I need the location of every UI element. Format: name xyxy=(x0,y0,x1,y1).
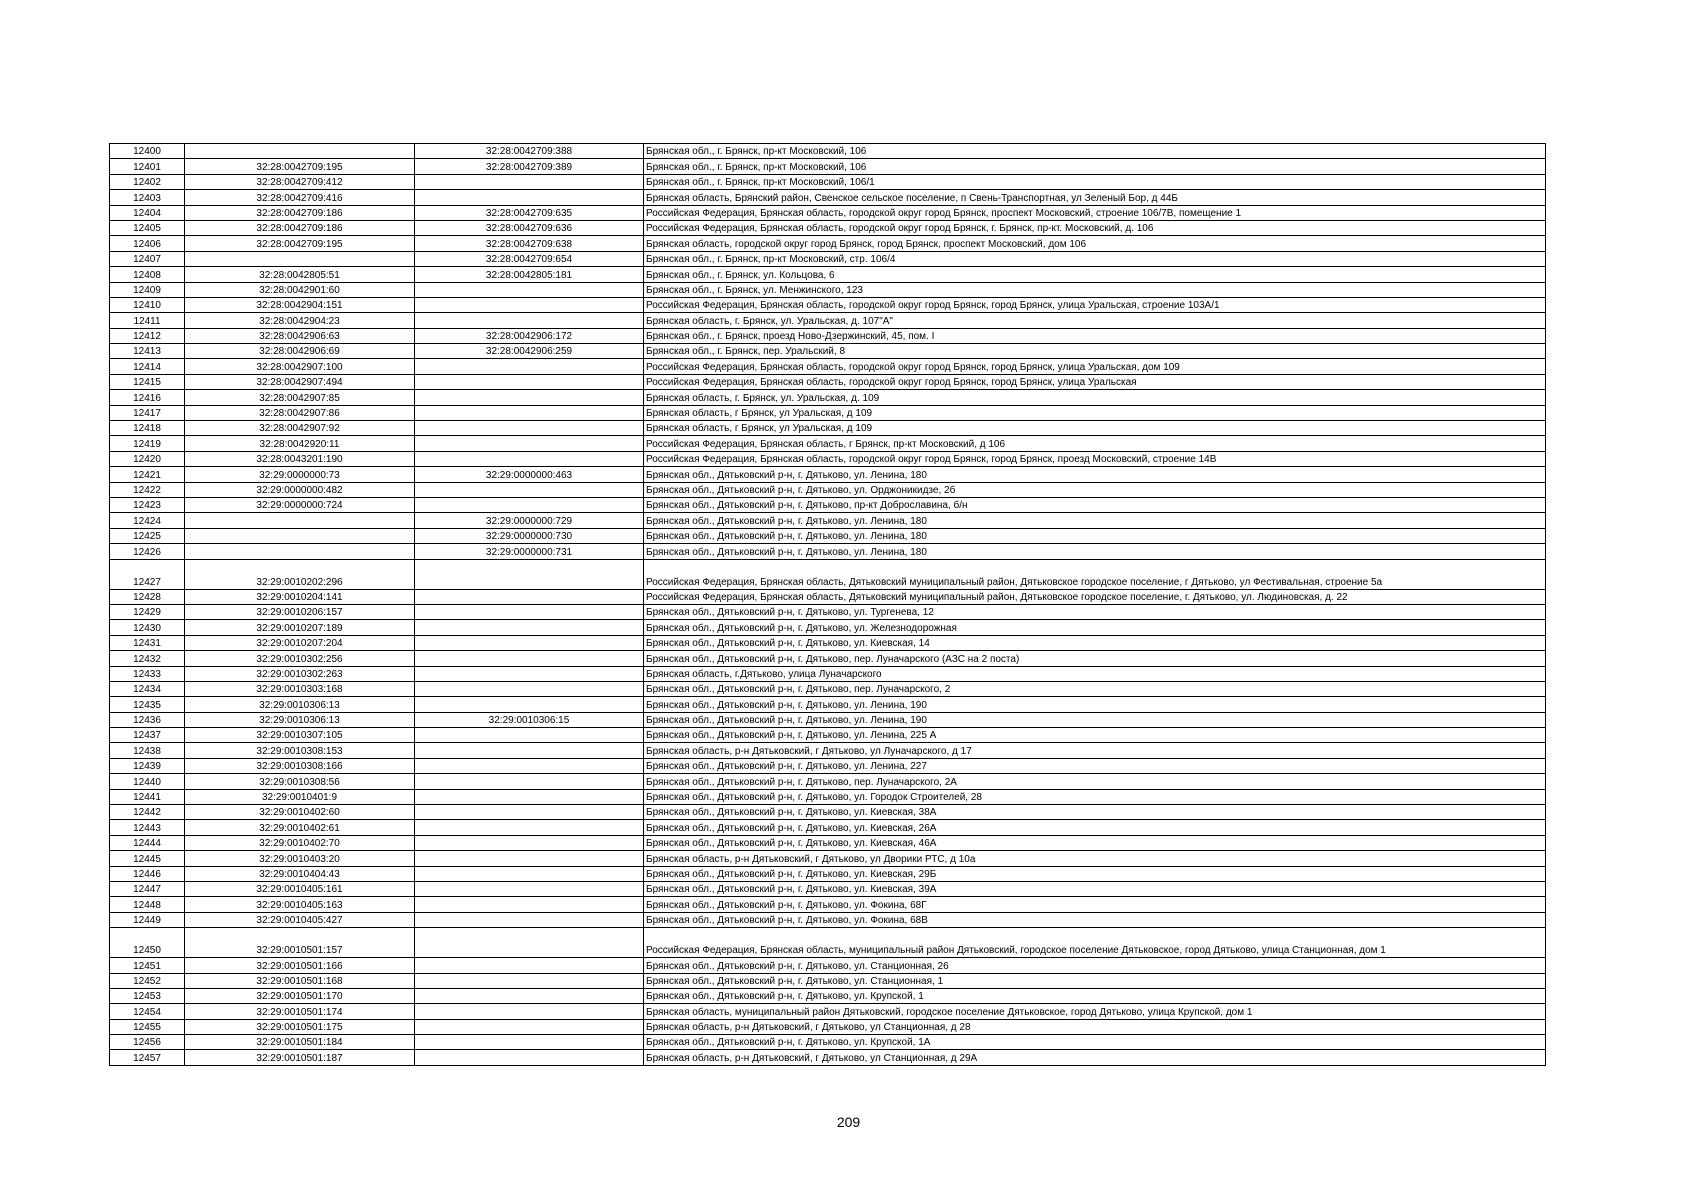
row-number-cell: 12408 xyxy=(110,267,185,282)
address-cell: Брянская обл., г. Брянск, пр-кт Московский, 106 xyxy=(644,144,1546,159)
object-cadastral-number-cell xyxy=(415,297,644,312)
table-row xyxy=(110,267,1546,282)
address-cell: Брянская обл., Дятьковский р-н, г. Дятьково, пер. Луначарского (АЗС на 2 поста) xyxy=(644,651,1546,666)
table-row xyxy=(110,328,1546,343)
object-cadastral-number-cell xyxy=(415,589,644,604)
address-cell: Брянская обл., Дятьковский р-н, г. Дятьково, ул. Ленина, 180 xyxy=(644,544,1546,559)
address-cell: Брянская область, р-н Дятьковский, г Дятьково, ул Луначарского, д 17 xyxy=(644,743,1546,758)
cadastral-number-cell: 32:29:0010202:296 xyxy=(185,559,415,589)
object-cadastral-number-cell xyxy=(415,988,644,1003)
object-cadastral-number-cell xyxy=(415,743,644,758)
cadastral-number-cell: 32:29:0010501:174 xyxy=(185,1004,415,1019)
row-number-cell: 12429 xyxy=(110,604,185,619)
object-cadastral-number-cell xyxy=(415,973,644,988)
address-cell: Брянская обл., Дятьковский р-н, г. Дятьково, ул. Ленина, 190 xyxy=(644,697,1546,712)
address-cell: Брянская область, муниципальный район Дятьковский, городское поселение Дятьковское, город Дятьково, улица Крупской, дом 1 xyxy=(644,1004,1546,1019)
row-number-cell: 12450 xyxy=(110,928,185,958)
object-cadastral-number-cell xyxy=(415,190,644,205)
cadastral-number-cell: 32:28:0042904:151 xyxy=(185,297,415,312)
row-number-cell: 12412 xyxy=(110,328,185,343)
table-row xyxy=(110,681,1546,696)
object-cadastral-number-cell: 32:28:0042805:181 xyxy=(415,267,644,282)
row-number-cell: 12441 xyxy=(110,789,185,804)
table-row xyxy=(110,728,1546,743)
cadastral-number-cell: 32:28:0042907:86 xyxy=(185,405,415,420)
table-row xyxy=(110,851,1546,866)
cadastral-number-cell: 32:28:0042805:51 xyxy=(185,267,415,282)
row-number-cell: 12456 xyxy=(110,1035,185,1050)
address-cell: Брянская обл., Дятьковский р-н, г. Дятьково, ул. Крупской, 1А xyxy=(644,1035,1546,1050)
object-cadastral-number-cell: 32:29:0010306:15 xyxy=(415,712,644,727)
row-number-cell: 12428 xyxy=(110,589,185,604)
object-cadastral-number-cell xyxy=(415,666,644,681)
row-number-cell: 12433 xyxy=(110,666,185,681)
row-number-cell: 12436 xyxy=(110,712,185,727)
object-cadastral-number-cell xyxy=(415,482,644,497)
row-number-cell: 12426 xyxy=(110,544,185,559)
address-cell: Брянская обл., Дятьковский р-н, г. Дятьково, ул. Тургенева, 12 xyxy=(644,604,1546,619)
cadastral-number-cell: 32:29:0010404:43 xyxy=(185,866,415,881)
table-row xyxy=(110,359,1546,374)
row-number-cell: 12411 xyxy=(110,313,185,328)
object-cadastral-number-cell xyxy=(415,851,644,866)
table-row xyxy=(110,313,1546,328)
address-cell: Российская Федерация, Брянская область, городской округ город Брянск, город Брянск, проезд Московский, строение 14В xyxy=(644,451,1546,466)
cadastral-number-cell: 32:29:0000000:724 xyxy=(185,497,415,512)
object-cadastral-number-cell xyxy=(415,958,644,973)
table-row xyxy=(110,774,1546,789)
table-row xyxy=(110,988,1546,1003)
address-cell: Брянская обл., Дятьковский р-н, г. Дятьково, ул. Киевская, 38А xyxy=(644,805,1546,820)
cadastral-number-cell: 32:28:0042907:100 xyxy=(185,359,415,374)
table-row xyxy=(110,374,1546,389)
address-cell: Брянская обл., Дятьковский р-н, г. Дятьково, ул. Фокина, 68Г xyxy=(644,897,1546,912)
object-cadastral-number-cell: 32:28:0042709:638 xyxy=(415,236,644,251)
address-cell: Брянская обл., Дятьковский р-н, г. Дятьково, ул. Ленина, 225 А xyxy=(644,728,1546,743)
object-cadastral-number-cell xyxy=(415,789,644,804)
cadastral-number-cell: 32:28:0042901:60 xyxy=(185,282,415,297)
cadastral-number-cell: 32:28:0042709:195 xyxy=(185,236,415,251)
table-row xyxy=(110,620,1546,635)
cadastral-number-cell: 32:28:0042907:494 xyxy=(185,374,415,389)
row-number-cell: 12443 xyxy=(110,820,185,835)
address-cell: Брянская обл., Дятьковский р-н, г. Дятьково, ул. Ленина, 180 xyxy=(644,528,1546,543)
cadastral-number-cell: 32:28:0043201:190 xyxy=(185,451,415,466)
row-number-cell: 12446 xyxy=(110,866,185,881)
registry-table xyxy=(109,143,1546,1066)
cadastral-number-cell: 32:28:0042709:416 xyxy=(185,190,415,205)
cadastral-number-cell: 32:29:0010405:161 xyxy=(185,881,415,896)
cadastral-number-cell: 32:29:0010402:61 xyxy=(185,820,415,835)
row-number-cell: 12400 xyxy=(110,144,185,159)
table-row xyxy=(110,743,1546,758)
cadastral-number-cell: 32:29:0010204:141 xyxy=(185,589,415,604)
object-cadastral-number-cell: 32:29:0000000:730 xyxy=(415,528,644,543)
table-row xyxy=(110,297,1546,312)
address-cell: Брянская обл., Дятьковский р-н, г. Дятьково, ул. Железнодорожная xyxy=(644,620,1546,635)
table-row xyxy=(110,559,1546,589)
table-row xyxy=(110,436,1546,451)
object-cadastral-number-cell xyxy=(415,758,644,773)
table-row xyxy=(110,421,1546,436)
table-row xyxy=(110,344,1546,359)
row-number-cell: 12449 xyxy=(110,912,185,927)
cadastral-number-cell: 32:28:0042906:69 xyxy=(185,344,415,359)
table-row xyxy=(110,1050,1546,1065)
object-cadastral-number-cell: 32:29:0000000:729 xyxy=(415,513,644,528)
table-row xyxy=(110,789,1546,804)
cadastral-number-cell: 32:29:0010308:153 xyxy=(185,743,415,758)
object-cadastral-number-cell xyxy=(415,928,644,958)
page-number: 209 xyxy=(836,1114,861,1130)
object-cadastral-number-cell: 32:28:0042906:172 xyxy=(415,328,644,343)
cadastral-number-cell xyxy=(185,144,415,159)
table-row xyxy=(110,712,1546,727)
row-number-cell: 12419 xyxy=(110,436,185,451)
row-number-cell: 12410 xyxy=(110,297,185,312)
address-cell: Брянская обл., Дятьковский р-н, г. Дятьково, ул. Орджоникидзе, 2б xyxy=(644,482,1546,497)
address-cell: Брянская область, р-н Дятьковский, г Дятьково, ул Дворики РТС, д 10а xyxy=(644,851,1546,866)
cadastral-number-cell: 32:29:0010501:184 xyxy=(185,1035,415,1050)
address-cell: Брянская область, г Брянск, ул Уральская, д 109 xyxy=(644,405,1546,420)
cadastral-number-cell: 32:29:0010501:187 xyxy=(185,1050,415,1065)
table-row xyxy=(110,451,1546,466)
address-cell: Брянская обл., Дятьковский р-н, г. Дятьково, пер. Луначарского, 2А xyxy=(644,774,1546,789)
row-number-cell: 12454 xyxy=(110,1004,185,1019)
object-cadastral-number-cell xyxy=(415,604,644,619)
object-cadastral-number-cell: 32:29:0000000:463 xyxy=(415,467,644,482)
cadastral-number-cell: 32:29:0010403:20 xyxy=(185,851,415,866)
object-cadastral-number-cell xyxy=(415,174,644,189)
cadastral-number-cell: 32:29:0010207:204 xyxy=(185,635,415,650)
object-cadastral-number-cell xyxy=(415,774,644,789)
cadastral-number-cell: 32:29:0010405:163 xyxy=(185,897,415,912)
object-cadastral-number-cell xyxy=(415,559,644,589)
row-number-cell: 12438 xyxy=(110,743,185,758)
cadastral-number-cell xyxy=(185,251,415,266)
row-number-cell: 12416 xyxy=(110,390,185,405)
cadastral-number-cell: 32:28:0042906:63 xyxy=(185,328,415,343)
table-row xyxy=(110,497,1546,512)
row-number-cell: 12445 xyxy=(110,851,185,866)
address-cell: Брянская обл., Дятьковский р-н, г. Дятьково, ул. Городок Строителей, 28 xyxy=(644,789,1546,804)
row-number-cell: 12431 xyxy=(110,635,185,650)
address-cell: Брянская область, Брянский район, Свенское сельское поселение, п Свень-Транспортная, ул Зеленый Бор, д 44Б xyxy=(644,190,1546,205)
cadastral-number-cell: 32:29:0000000:73 xyxy=(185,467,415,482)
row-number-cell: 12457 xyxy=(110,1050,185,1065)
address-cell: Брянская обл., Дятьковский р-н, г. Дятьково, ул. Ленина, 227 xyxy=(644,758,1546,773)
cadastral-number-cell: 32:29:0010401:9 xyxy=(185,789,415,804)
table-row xyxy=(110,236,1546,251)
row-number-cell: 12434 xyxy=(110,681,185,696)
address-cell: Брянская обл., Дятьковский р-н, г. Дятьково, ул. Станционная, 1 xyxy=(644,973,1546,988)
table-row xyxy=(110,190,1546,205)
address-cell: Брянская обл., г. Брянск, пер. Уральский, 8 xyxy=(644,344,1546,359)
address-cell: Брянская область, г. Брянск, ул. Уральская, д. 109 xyxy=(644,390,1546,405)
table-row xyxy=(110,866,1546,881)
table-row xyxy=(110,820,1546,835)
row-number-cell: 12413 xyxy=(110,344,185,359)
object-cadastral-number-cell xyxy=(415,282,644,297)
object-cadastral-number-cell xyxy=(415,1050,644,1065)
table-row xyxy=(110,881,1546,896)
object-cadastral-number-cell xyxy=(415,697,644,712)
address-cell: Брянская обл., Дятьковский р-н, г. Дятьково, пер. Луначарского, 2 xyxy=(644,681,1546,696)
cadastral-number-cell: 32:29:0010308:56 xyxy=(185,774,415,789)
row-number-cell: 12444 xyxy=(110,835,185,850)
object-cadastral-number-cell xyxy=(415,374,644,389)
row-number-cell: 12421 xyxy=(110,467,185,482)
table-row xyxy=(110,635,1546,650)
row-number-cell: 12404 xyxy=(110,205,185,220)
cadastral-number-cell: 32:29:0010402:60 xyxy=(185,805,415,820)
address-cell: Брянская обл., г. Брянск, проезд Ново-Дзержинский, 45, пом. I xyxy=(644,328,1546,343)
object-cadastral-number-cell: 32:28:0042709:389 xyxy=(415,159,644,174)
cadastral-number-cell: 32:28:0042709:195 xyxy=(185,159,415,174)
cadastral-number-cell xyxy=(185,544,415,559)
address-cell: Российская Федерация, Брянская область, городской округ город Брянск, город Брянск, улица Уральская, строение 103А/1 xyxy=(644,297,1546,312)
table-row xyxy=(110,220,1546,235)
address-cell: Брянская обл., Дятьковский р-н, г. Дятьково, ул. Ленина, 190 xyxy=(644,712,1546,727)
object-cadastral-number-cell: 32:29:0000000:731 xyxy=(415,544,644,559)
row-number-cell: 12405 xyxy=(110,220,185,235)
address-cell: Российская Федерация, Брянская область, муниципальный район Дятьковский, городское поселение Дятьковское, город Дятьково, улица Станционная, дом 1 xyxy=(644,928,1546,958)
table-row xyxy=(110,589,1546,604)
object-cadastral-number-cell xyxy=(415,1019,644,1034)
cadastral-number-cell: 32:29:0010303:168 xyxy=(185,681,415,696)
object-cadastral-number-cell xyxy=(415,421,644,436)
object-cadastral-number-cell xyxy=(415,728,644,743)
cadastral-number-cell: 32:28:0042907:85 xyxy=(185,390,415,405)
table-row xyxy=(110,251,1546,266)
object-cadastral-number-cell xyxy=(415,866,644,881)
row-number-cell: 12422 xyxy=(110,482,185,497)
table-row xyxy=(110,174,1546,189)
object-cadastral-number-cell xyxy=(415,835,644,850)
object-cadastral-number-cell: 32:28:0042906:259 xyxy=(415,344,644,359)
row-number-cell: 12451 xyxy=(110,958,185,973)
table-row xyxy=(110,159,1546,174)
table-row xyxy=(110,144,1546,159)
table-row xyxy=(110,651,1546,666)
cadastral-number-cell: 32:29:0010501:166 xyxy=(185,958,415,973)
cadastral-number-cell: 32:28:0042709:186 xyxy=(185,205,415,220)
table-row xyxy=(110,482,1546,497)
table-row xyxy=(110,1035,1546,1050)
address-cell: Брянская обл., г. Брянск, ул. Кольцова, 6 xyxy=(644,267,1546,282)
table-row xyxy=(110,544,1546,559)
row-number-cell: 12439 xyxy=(110,758,185,773)
object-cadastral-number-cell xyxy=(415,1035,644,1050)
row-number-cell: 12409 xyxy=(110,282,185,297)
address-cell: Брянская обл., Дятьковский р-н, г. Дятьково, ул. Станционная, 26 xyxy=(644,958,1546,973)
row-number-cell: 12453 xyxy=(110,988,185,1003)
object-cadastral-number-cell xyxy=(415,436,644,451)
table-row xyxy=(110,405,1546,420)
address-cell: Российская Федерация, Брянская область, городской округ город Брянск, город Брянск, улица Уральская, дом 109 xyxy=(644,359,1546,374)
cadastral-number-cell: 32:29:0010207:189 xyxy=(185,620,415,635)
cadastral-number-cell: 32:29:0010501:157 xyxy=(185,928,415,958)
object-cadastral-number-cell xyxy=(415,897,644,912)
address-cell: Брянская обл., Дятьковский р-н, г. Дятьково, ул. Киевская, 14 xyxy=(644,635,1546,650)
address-cell: Брянская область, г.Дятьково, улица Луначарского xyxy=(644,666,1546,681)
row-number-cell: 12427 xyxy=(110,559,185,589)
table-row xyxy=(110,390,1546,405)
address-cell: Брянская область, г Брянск, ул Уральская, д 109 xyxy=(644,421,1546,436)
row-number-cell: 12452 xyxy=(110,973,185,988)
row-number-cell: 12455 xyxy=(110,1019,185,1034)
row-number-cell: 12417 xyxy=(110,405,185,420)
row-number-cell: 12440 xyxy=(110,774,185,789)
address-cell: Брянская область, г. Брянск, ул. Уральская, д. 107"А" xyxy=(644,313,1546,328)
table-row xyxy=(110,1019,1546,1034)
row-number-cell: 12432 xyxy=(110,651,185,666)
table-row xyxy=(110,528,1546,543)
address-cell: Брянская обл., Дятьковский р-н, г. Дятьково, ул. Ленина, 180 xyxy=(644,513,1546,528)
cadastral-number-cell: 32:29:0010402:70 xyxy=(185,835,415,850)
table-row xyxy=(110,928,1546,958)
object-cadastral-number-cell xyxy=(415,390,644,405)
cadastral-number-cell: 32:29:0010405:427 xyxy=(185,912,415,927)
address-cell: Брянская обл., Дятьковский р-н, г. Дятьково, ул. Фокина, 68В xyxy=(644,912,1546,927)
cadastral-number-cell: 32:29:0010307:105 xyxy=(185,728,415,743)
cadastral-number-cell: 32:29:0010206:157 xyxy=(185,604,415,619)
registry-table-body xyxy=(110,144,1546,1066)
cadastral-number-cell: 32:29:0010501:175 xyxy=(185,1019,415,1034)
cadastral-number-cell: 32:29:0010501:168 xyxy=(185,973,415,988)
object-cadastral-number-cell xyxy=(415,651,644,666)
row-number-cell: 12415 xyxy=(110,374,185,389)
address-cell: Брянская область, городской округ город Брянск, город Брянск, проспект Московский, дом 106 xyxy=(644,236,1546,251)
row-number-cell: 12430 xyxy=(110,620,185,635)
object-cadastral-number-cell xyxy=(415,359,644,374)
table-row xyxy=(110,467,1546,482)
object-cadastral-number-cell xyxy=(415,805,644,820)
cadastral-number-cell: 32:29:0010302:263 xyxy=(185,666,415,681)
row-number-cell: 12402 xyxy=(110,174,185,189)
object-cadastral-number-cell xyxy=(415,1004,644,1019)
cadastral-number-cell: 32:28:0042907:92 xyxy=(185,421,415,436)
row-number-cell: 12414 xyxy=(110,359,185,374)
address-cell: Российская Федерация, Брянская область, Дятьковский муниципальный район, Дятьковское городское поселение, г. Дятьково, ул. Людиновская, д. 22 xyxy=(644,589,1546,604)
row-number-cell: 12401 xyxy=(110,159,185,174)
registry-sheet xyxy=(109,143,1545,1066)
object-cadastral-number-cell xyxy=(415,405,644,420)
cadastral-number-cell: 32:28:0042709:186 xyxy=(185,220,415,235)
object-cadastral-number-cell xyxy=(415,313,644,328)
address-cell: Брянская область, р-н Дятьковский, г Дятьково, ул Станционная, д 28 xyxy=(644,1019,1546,1034)
address-cell: Российская Федерация, Брянская область, городской округ город Брянск, город Брянск, улица Уральская xyxy=(644,374,1546,389)
table-row xyxy=(110,912,1546,927)
object-cadastral-number-cell xyxy=(415,497,644,512)
row-number-cell: 12407 xyxy=(110,251,185,266)
object-cadastral-number-cell xyxy=(415,681,644,696)
address-cell: Российская Федерация, Брянская область, городской округ город Брянск, г. Брянск, пр-кт. Московский, д. 106 xyxy=(644,220,1546,235)
row-number-cell: 12406 xyxy=(110,236,185,251)
cadastral-number-cell: 32:28:0042904:23 xyxy=(185,313,415,328)
address-cell: Брянская обл., Дятьковский р-н, г. Дятьково, ул. Киевская, 29Б xyxy=(644,866,1546,881)
row-number-cell: 12442 xyxy=(110,805,185,820)
cadastral-number-cell xyxy=(185,528,415,543)
object-cadastral-number-cell: 32:28:0042709:636 xyxy=(415,220,644,235)
row-number-cell: 12435 xyxy=(110,697,185,712)
table-row xyxy=(110,666,1546,681)
cadastral-number-cell: 32:29:0010306:13 xyxy=(185,697,415,712)
address-cell: Брянская обл., Дятьковский р-н, г. Дятьково, ул. Киевская, 26А xyxy=(644,820,1546,835)
address-cell: Брянская обл., Дятьковский р-н, г. Дятьково, ул. Ленина, 180 xyxy=(644,467,1546,482)
address-cell: Брянская обл., г. Брянск, пр-кт Московский, стр. 106/4 xyxy=(644,251,1546,266)
object-cadastral-number-cell xyxy=(415,912,644,927)
table-row xyxy=(110,835,1546,850)
row-number-cell: 12418 xyxy=(110,421,185,436)
address-cell: Российская Федерация, Брянская область, городской округ город Брянск, проспект Московский, строение 106/7В, помещение 1 xyxy=(644,205,1546,220)
table-row xyxy=(110,805,1546,820)
address-cell: Брянская обл., Дятьковский р-н, г. Дятьково, ул. Крупской, 1 xyxy=(644,988,1546,1003)
row-number-cell: 12447 xyxy=(110,881,185,896)
row-number-cell: 12425 xyxy=(110,528,185,543)
address-cell: Брянская обл., Дятьковский р-н, г. Дятьково, ул. Киевская, 46А xyxy=(644,835,1546,850)
cadastral-number-cell: 32:28:0042709:412 xyxy=(185,174,415,189)
object-cadastral-number-cell: 32:28:0042709:388 xyxy=(415,144,644,159)
row-number-cell: 12420 xyxy=(110,451,185,466)
address-cell: Брянская обл., Дятьковский р-н, г. Дятьково, пр-кт Доброславина, б/н xyxy=(644,497,1546,512)
object-cadastral-number-cell: 32:28:0042709:635 xyxy=(415,205,644,220)
address-cell: Российская Федерация, Брянская область, г Брянск, пр-кт Московский, д 106 xyxy=(644,436,1546,451)
table-row xyxy=(110,604,1546,619)
table-row xyxy=(110,758,1546,773)
address-cell: Брянская обл., Дятьковский р-н, г. Дятьково, ул. Киевская, 39А xyxy=(644,881,1546,896)
address-cell: Брянская обл., г. Брянск, пр-кт Московский, 106/1 xyxy=(644,174,1546,189)
object-cadastral-number-cell: 32:28:0042709:654 xyxy=(415,251,644,266)
object-cadastral-number-cell xyxy=(415,620,644,635)
object-cadastral-number-cell xyxy=(415,881,644,896)
object-cadastral-number-cell xyxy=(415,451,644,466)
table-row xyxy=(110,1004,1546,1019)
table-row xyxy=(110,697,1546,712)
table-row xyxy=(110,282,1546,297)
cadastral-number-cell: 32:29:0010501:170 xyxy=(185,988,415,1003)
cadastral-number-cell: 32:28:0042920:11 xyxy=(185,436,415,451)
table-row xyxy=(110,205,1546,220)
cadastral-number-cell: 32:29:0010308:166 xyxy=(185,758,415,773)
cadastral-number-cell: 32:29:0010302:256 xyxy=(185,651,415,666)
row-number-cell: 12424 xyxy=(110,513,185,528)
table-row xyxy=(110,973,1546,988)
address-cell: Российская Федерация, Брянская область, Дятьковский муниципальный район, Дятьковское городское поселение, г Дятьково, ул Фестивальная, строение 5а xyxy=(644,559,1546,589)
row-number-cell: 12448 xyxy=(110,897,185,912)
address-cell: Брянская область, р-н Дятьковский, г Дятьково, ул Станционная, д 29А xyxy=(644,1050,1546,1065)
row-number-cell: 12423 xyxy=(110,497,185,512)
cadastral-number-cell xyxy=(185,513,415,528)
object-cadastral-number-cell xyxy=(415,635,644,650)
table-row xyxy=(110,897,1546,912)
object-cadastral-number-cell xyxy=(415,820,644,835)
row-number-cell: 12403 xyxy=(110,190,185,205)
cadastral-number-cell: 32:29:0000000:482 xyxy=(185,482,415,497)
cadastral-number-cell: 32:29:0010306:13 xyxy=(185,712,415,727)
table-row xyxy=(110,958,1546,973)
table-row xyxy=(110,513,1546,528)
row-number-cell: 12437 xyxy=(110,728,185,743)
address-cell: Брянская обл., г. Брянск, пр-кт Московский, 106 xyxy=(644,159,1546,174)
address-cell: Брянская обл., г. Брянск, ул. Менжинского, 123 xyxy=(644,282,1546,297)
